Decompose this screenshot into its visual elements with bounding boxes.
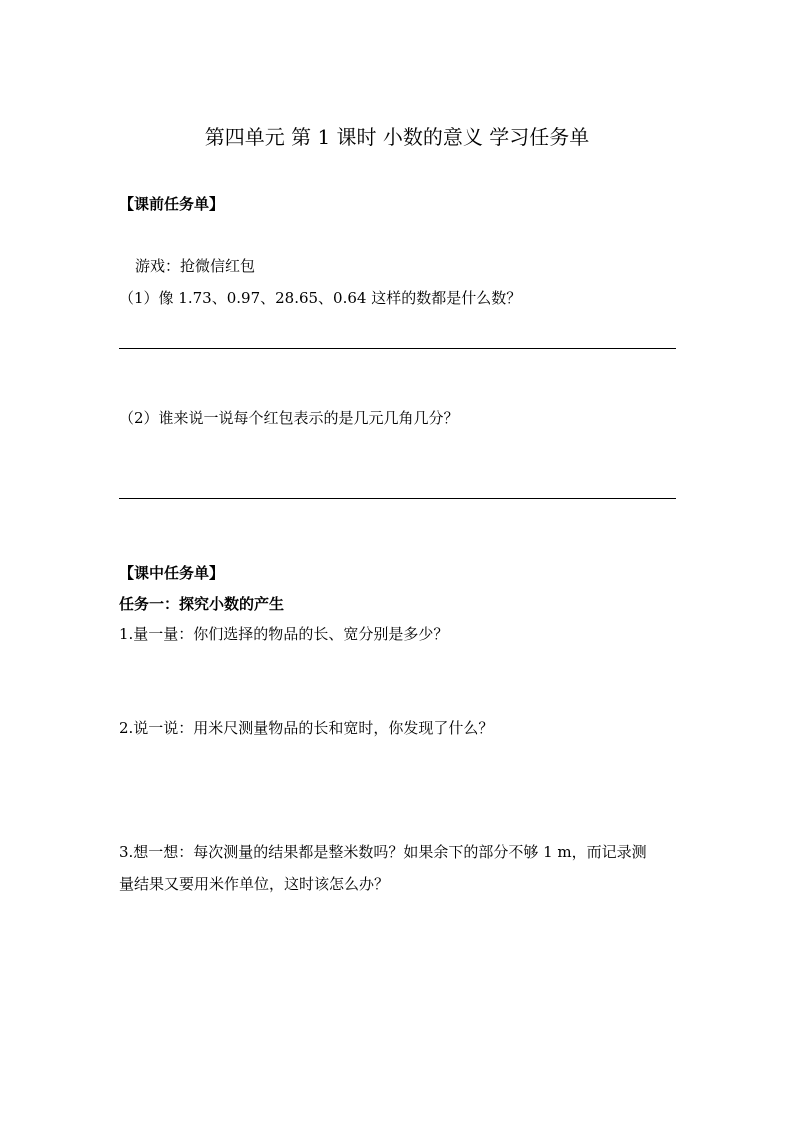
question-2: （2）谁来说一说每个红包表示的是几元几角几分？ [119, 409, 459, 427]
item-1: 1.量一量：你们选择的物品的长、宽分别是多少？ [119, 625, 449, 643]
answer-line-2 [119, 498, 676, 499]
game-line: 游戏：抢微信红包 [135, 257, 256, 275]
question-1: （1）像 1.73、0.97、28.65、0.64 这样的数都是什么数？ [119, 289, 522, 307]
pre-class-heading: 【课前任务单】 [119, 195, 225, 213]
item-2: 2.说一说：用米尺测量物品的长和宽时，你发现了什么？ [119, 719, 494, 737]
task-1-title: 任务一：探究小数的产生 [119, 595, 285, 613]
item-3-line-1: 3.想一想：每次测量的结果都是整米数吗？如果余下的部分不够 1 m，而记录测 [119, 843, 647, 861]
page-title: 第四单元 第 1 课时 小数的意义 学习任务单 [204, 125, 590, 149]
answer-line-1 [119, 348, 676, 349]
in-class-heading: 【课中任务单】 [119, 564, 225, 582]
item-3-line-2: 量结果又要用米作单位，这时该怎么办？ [119, 875, 390, 893]
